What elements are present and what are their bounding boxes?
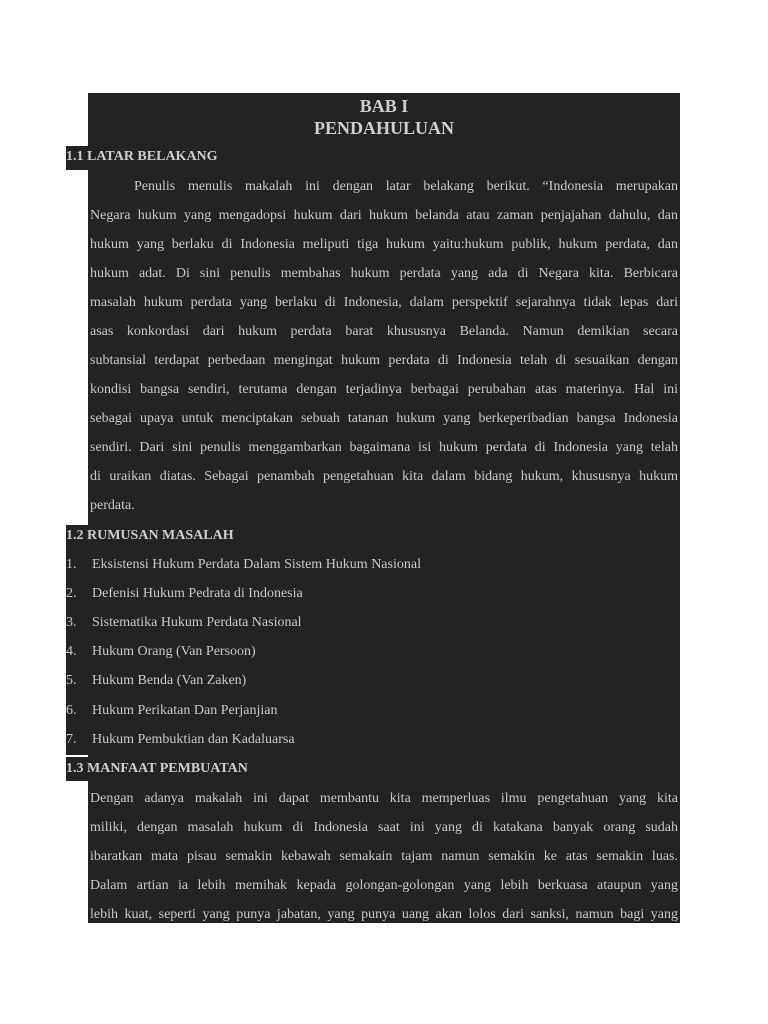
paragraph-line: asas konkordasi dari hukum perdata barat khususnya Belanda. Namun demikian secara: [90, 324, 678, 339]
list-item: [66, 670, 246, 692]
list-item: [66, 641, 256, 663]
paragraph-line: di uraikan diatas. Sebagai penambah pengetahuan kita dalam bidang hukum, khususnya hukum: [90, 469, 678, 484]
list-number: 3.: [66, 615, 77, 630]
list-item: [66, 729, 295, 751]
list-number: 6.: [66, 703, 77, 718]
list-text: Hukum Perikatan Dan Perjanjian: [92, 703, 278, 718]
paragraph-line: Dalam artian ia lebih memihak kepada golongan-golongan yang lebih berkuasa ataupun yang: [90, 878, 678, 893]
chapter-number: BAB I: [359, 96, 409, 116]
list-text: Hukum Orang (Van Persoon): [92, 644, 256, 659]
paragraph-line: hukum adat. Di sini penulis membahas hukum perdata yang ada di Negara kita. Berbicara: [90, 266, 678, 281]
paragraph-line: sebagai upaya untuk menciptakan sebuah tatanan hukum yang berkeperibadian bangsa Indonesia: [90, 411, 678, 426]
list-text: Eksistensi Hukum Perdata Dalam Sistem Hukum Nasional: [92, 557, 421, 572]
section-heading-manfaat-pembuatan: 1.3 MANFAAT PEMBUATAN: [66, 761, 248, 776]
paragraph-line: Penulis menulis makalah ini dengan latar belakang berikut. “Indonesia merupakan: [134, 179, 678, 194]
list-text: Hukum Pembuktian dan Kadaluarsa: [92, 732, 295, 747]
list-text: Sistematika Hukum Perdata Nasional: [92, 615, 302, 630]
section-heading-latar-belakang: 1.1 LATAR BELAKANG: [66, 149, 218, 164]
paragraph-line: miliki, dengan masalah hukum di Indonesia saat ini yang di katakana banyak orang sudah: [90, 820, 678, 835]
paragraph-line: Negara hukum yang mengadopsi hukum dari hukum belanda atau zaman penjajahan dahulu, dan: [90, 208, 678, 223]
chapter-title: PENDAHULUAN: [313, 118, 454, 138]
paragraph-line: Dengan adanya makalah ini dapat membantu kita memperluas ilmu pengetahuan yang kita: [90, 791, 678, 806]
list-number: 4.: [66, 644, 77, 659]
list-item: [66, 612, 302, 634]
paragraph-line: perdata.: [90, 498, 135, 513]
paragraph-line: kondisi bangsa sendiri, terutama dengan terjadinya berbagai perubahan atas materinya. Hal ini: [90, 382, 678, 397]
paragraph-line: sendiri. Dari sini penulis menggambarkan bagaimana isi hukum perdata di Indonesia yang telah: [90, 440, 678, 455]
section-heading-rumusan-masalah: 1.2 RUMUSAN MASALAH: [66, 528, 234, 543]
paragraph-line: masalah hukum perdata yang berlaku di Indonesia, dalam perspektif sejarahnya tidak lepas dari: [90, 295, 678, 310]
list-text: Hukum Benda (Van Zaken): [92, 673, 247, 688]
list-number: 1.: [66, 557, 77, 572]
paragraph-line: lebih kuat, seperti yang punya jabatan, yang punya uang akan lolos dari sanksi, namun bagi yang: [90, 907, 678, 922]
list-item: [66, 700, 277, 722]
list-item: [66, 554, 421, 576]
paragraph-line: subtansial terdapat perbedaan mengingat hukum perdata di Indonesia telah di sesuaikan dengan: [90, 353, 678, 368]
list-text: Defenisi Hukum Pedrata di Indonesia: [92, 586, 303, 601]
list-item: [66, 583, 303, 605]
paragraph-line: hukum yang berlaku di Indonesia meliputi tiga hukum yaitu:hukum publik, hukum perdata, dan: [90, 237, 678, 252]
paragraph-line: ibaratkan mata pisau semakin kebawah semakain tajam namun semakin ke atas semakin luas.: [90, 849, 678, 864]
list-number: 2.: [66, 586, 77, 601]
list-number: 5.: [66, 673, 77, 688]
list-number: 7.: [66, 732, 77, 747]
